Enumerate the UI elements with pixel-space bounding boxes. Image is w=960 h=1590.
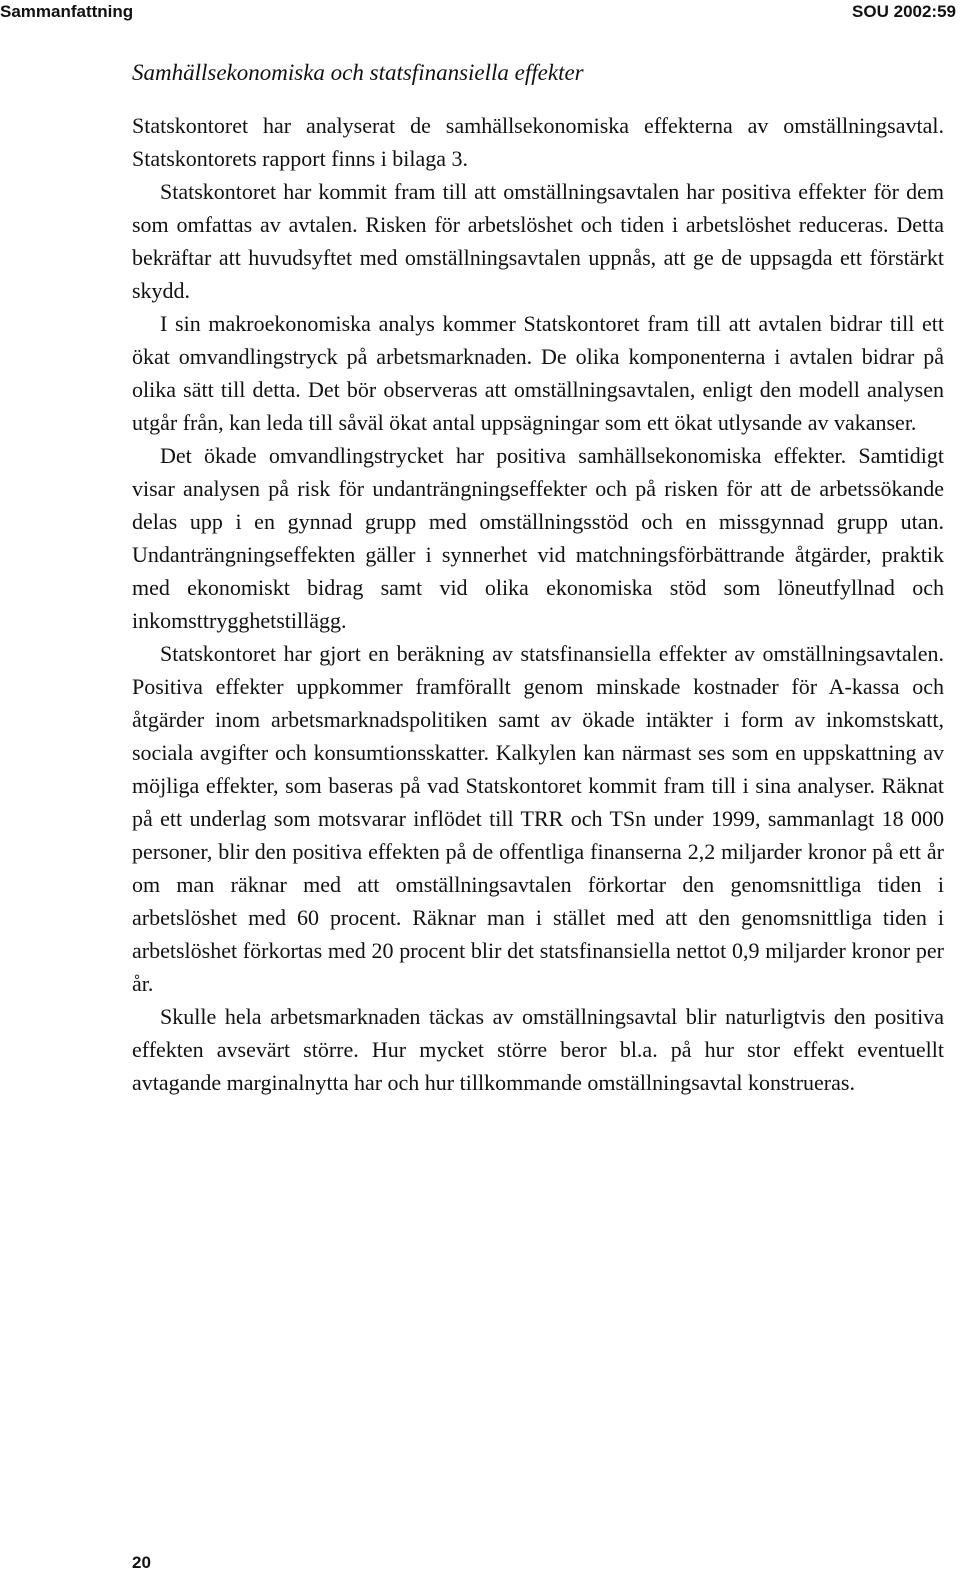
page-number: 20	[132, 1553, 151, 1572]
paragraph-4: Det ökade omvandlingstrycket har positiva samhällsekonomiska effekter. Samtidigt visar analysen på risk för undanträngningseffekter och på risken för att de arbetssökande delas upp i en gynnad grupp med omställningsstöd och en missgynnad grupp utan. Undanträngningseffekten gäller i synnerhet vid matchningsförbättrande åtgärder, praktik med ekonomiskt bidrag samt vid olika ekonomiska stöd som löneutfyllnad och inkomsttrygghetstillägg.	[132, 443, 944, 633]
paragraph-6: Skulle hela arbetsmarknaden täckas av omställningsavtal blir naturligtvis den positiva effekten avsevärt större. Hur mycket större beror bl.a. på hur stor effekt eventuellt avtagande marginalnytta har och hur tillkommande omställningsavtal konstrueras.	[132, 1004, 944, 1095]
paragraph-2: Statskontoret har kommit fram till att omställningsavtalen har positiva effekter för dem som omfattas av avtalen. Risken för arbetslöshet och tiden i arbetslöshet reduceras. Detta bekräftar att huvudsyftet med omställningsavtalen uppnås, att ge de uppsagda ett förstärkt skydd.	[132, 179, 944, 303]
header-section-title: Sammanfattning	[0, 2, 134, 21]
section-heading: Samhällsekonomiska och statsfinansiella effekter	[132, 60, 584, 85]
paragraph-3: I sin makroekonomiska analys kommer Statskontoret fram till att avtalen bidrar till ett ökat omvandlingstryck på arbetsmarknaden. De olika komponenterna i avtalen bidrar på olika sätt till detta. Det bör observeras att omställningsavtalen, enligt den modell analysen utgår från, kan leda till såväl ökat antal uppsägningar som ett ökat utlysande av vakanser.	[132, 311, 944, 435]
paragraph-1: Statskontoret har analyserat de samhällsekonomiska effekterna av omställningsavtal. Statskontorets rapport finns i bilaga 3.	[132, 113, 944, 171]
paragraph-5: Statskontoret har gjort en beräkning av statsfinansiella effekter av omställningsavtalen. Positiva effekter uppkommer framförallt genom minskade kostnader för A-kassa och åtgärder inom arbetsmarknadspolitiken samt av ökade intäkter i form av inkomstskatt, sociala avgifter och konsumtionsskatter. Kalkylen kan närmast ses som en uppskattning av möjliga effekter, som baseras på vad Statskontoret kommit fram till i sina analyser. Räknat på ett underlag som motsvarar inflödet till TRR och TSn under 1999, sammanlagt 18 000 personer, blir den positiva effekten på de offentliga finanserna 2,2 miljarder kronor på ett år om man räknar med att omställningsavtalen förkortar den genomsnittliga tiden i arbetslöshet med 60 procent. Räknar man i stället med att den genomsnittliga tiden i arbetslöshet förkortas med 20 procent blir det statsfinansiella nettot 0,9 miljarder kronor per år.	[132, 641, 944, 996]
page-body	[132, 56, 944, 1099]
header-document-id: SOU 2002:59	[852, 2, 956, 21]
running-header	[0, 0, 960, 30]
